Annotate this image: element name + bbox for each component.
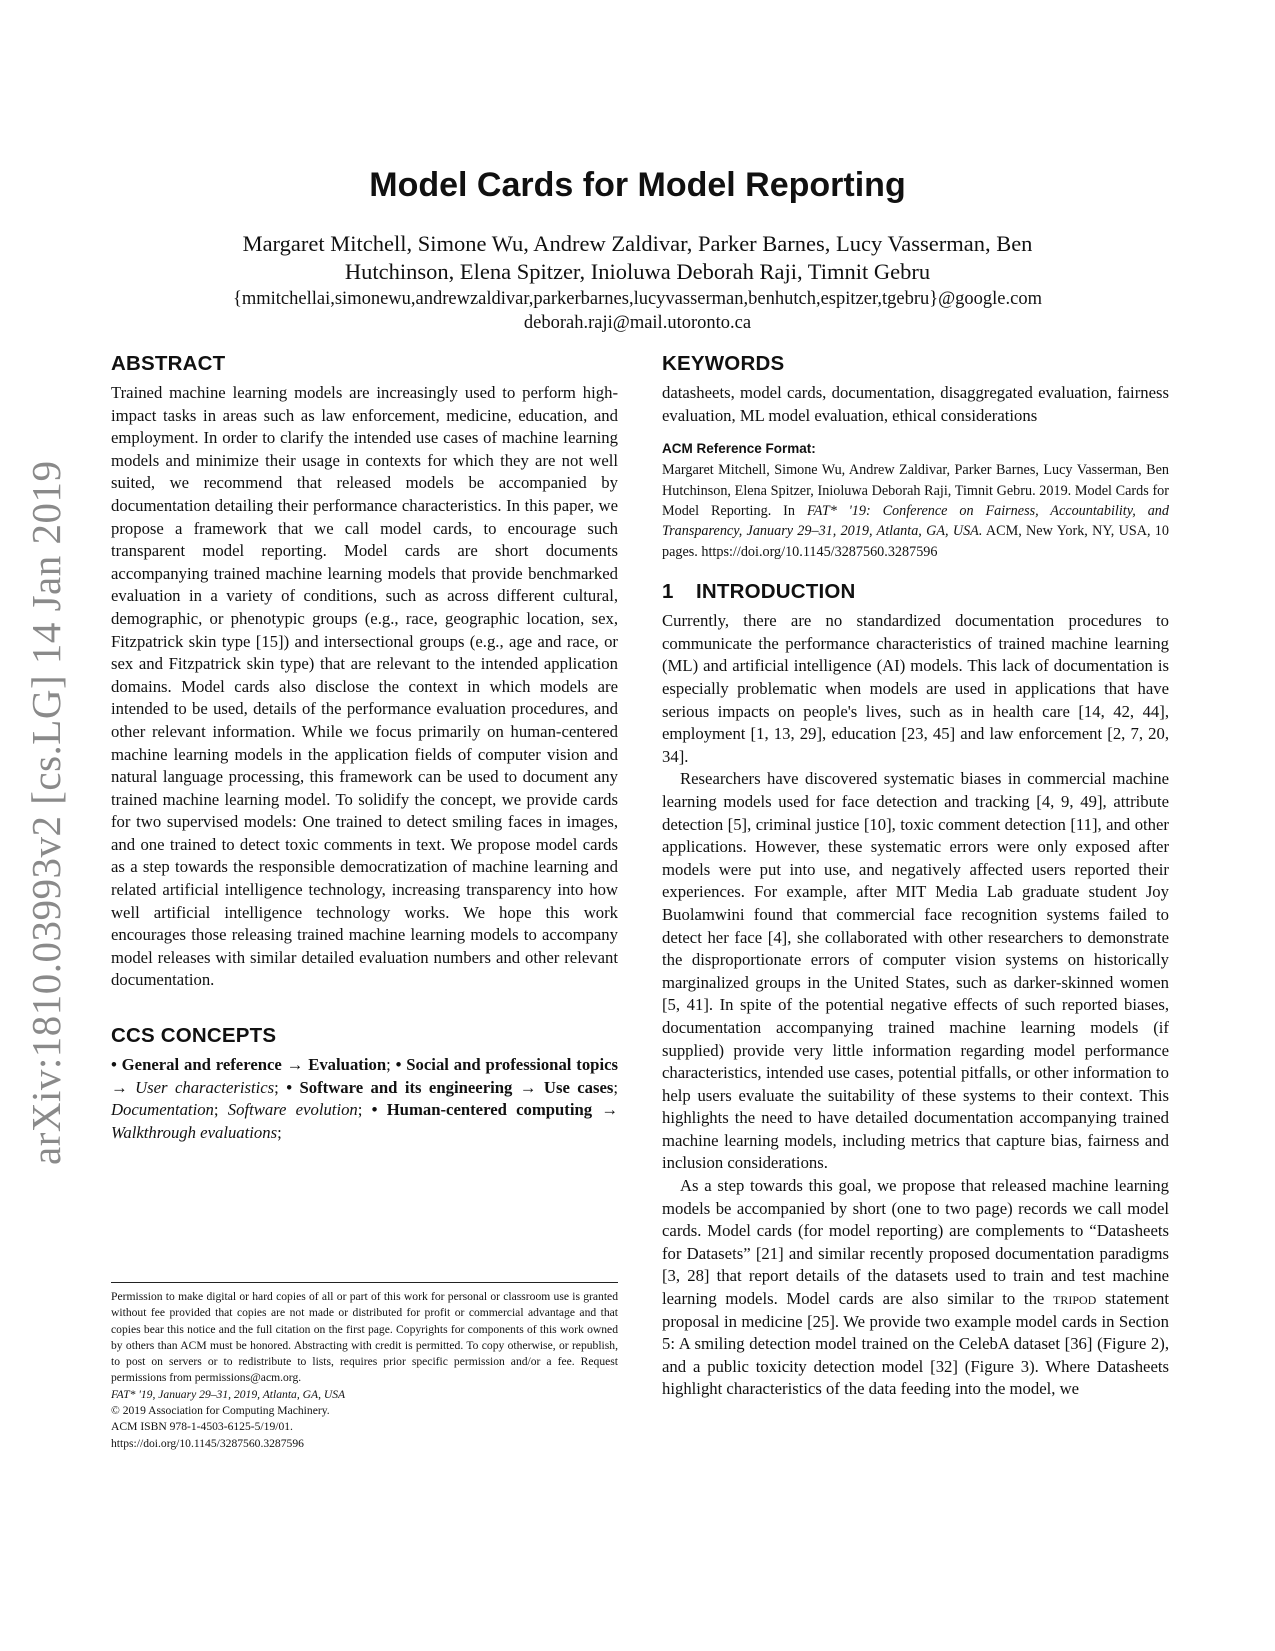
left-column [111,352,618,1144]
ccs-arrow-2: → [111,1077,128,1097]
ccs-sep-1: ; [386,1055,391,1075]
intro-paragraph-2: Researchers have discovered systematic biases in commercial machine learning models used for face detection and tracking [4, 9, 49], attribute detection [5], criminal justice [10], toxic comment detection [11], and other applications. However, these systematic errors were only exposed after models were put into use, and negatively affected users reported their experiences. For example, after MIT Media Lab graduate student Joy Buolamwini found that commercial face recognition systems failed to detect her face [4], she collaborated with other researchers to demonstrate the disproportionate errors of computer vision systems on historically marginalized groups in the United States, such as darker-skinned women [5, 41]. In spite of the potential negative effects of such reported biases, documentation accompanying trained machine learning models (if supplied) provide very little information regarding model performance characteristics, intended use cases, potential pitfalls, or other information to help users evaluate the suitability of these systems to their context. This highlights the need to have detailed documentation accompanying trained machine learning models, including metrics that capture bias, fairness and inclusion considerations. [662,769,1169,1173]
ccs-documentation: Documentation [111,1100,214,1120]
author-emails [140,287,1135,335]
acm-reference-authors: Margaret Mitchell, Simone Wu, Andrew Zaldivar, Parker Barnes, Lucy Vasserman, Ben Hutchinson, Elena Spitzer, Inioluwa Deborah Raji, Timnit Gebru. 2019. Model Cards for Model Reporting. In [662,462,1169,519]
acm-reference-venue: FAT* '19: Conference on Fairness, Accountability, and Transparency, January 29–31, 2019, Atlanta, GA, USA. [662,503,1169,540]
ccs-arrow-4: → [601,1100,619,1120]
copyright-line: © 2019 Association for Computing Machinery. [111,1404,330,1418]
ccs-sep-5: ; [357,1100,363,1120]
ccs-sep-4: ; [213,1100,219,1120]
paper-title: Model Cards for Model Reporting [369,166,906,204]
ccs-concepts-section [111,1024,618,1144]
ccs-use-cases: Use cases [543,1077,614,1097]
intro-paragraph-1: Currently, there are no standardized documentation procedures to communicate the performance characteristics of trained machine learning (ML) and artificial intelligence (AI) models. This lack of documentation is especially problematic when models are used in applications that have serious impacts on people's lives, such as in health care [14, 42, 44], employment [1, 13, 29], education [23, 45] and law enforcement [2, 7, 20, 34]. [662,611,1169,766]
isbn-line: ACM ISBN 978-1-4503-6125-5/19/01. [111,1420,293,1434]
ccs-general: • General and reference [111,1055,282,1075]
author-list [140,230,1135,286]
tripod-term: tripod [1053,1289,1097,1309]
abstract-text: Trained machine learning models are increasingly used to perform high-impact tasks in areas such as law enforcement, medicine, education, and employment. In order to clarify the intended use cases of machine learning models and minimize their usage in contexts for which they are not well suited, we recommend that released models be accompanied by documentation detailing their performance characteristics. In this paper, we propose a framework that we call model cards, to encourage such transparent model reporting. Model cards are short documents accompanying trained machine learning models that provide benchmarked evaluation in a variety of conditions, such as across different cultural, demographic, or phenotypic groups (e.g., race, geographic location, sex, Fitzpatrick skin type [15]) and intersectional groups (e.g., age and race, or sex and Fitzpatrick skin type) that are relevant to the intended application domains. Model cards also disclose the context in which models are intended to be used, details of the performance evaluation procedures, and other relevant information. While we focus primarily on human-centered machine learning models in the application fields of computer vision and natural language processing, this framework can be used to document any trained machine learning model. To solidify the concept, we provide cards for two supervised models: One trained to detect smiling faces in images, and one trained to detect toxic comments in text. We propose model cards as a step towards the responsible democratization of machine learning and related artificial intelligence technology, increasing transparency into how well artificial intelligence technology works. We hope this work encourages those releasing trained machine learning models to accompany model releases with similar detailed evaluation numbers and other relevant documentation. [111,383,618,990]
email-line-2: deborah.raji@mail.utoronto.ca [523,313,752,333]
ccs-arrow-1: → [286,1055,304,1075]
author-line-1: Margaret Mitchell, Simone Wu, Andrew Zaldivar, Parker Barnes, Lucy Vasserman, Ben [242,231,1033,256]
permission-notice: Permission to make digital or hard copies of all or part of this work for personal or classroom use is granted without fee provided that copies are not made or distributed for profit or commercial advantage and that copies bear this notice and the full citation on the first page. Copyrights for components of this work owned by others than ACM must be honored. Abstracting with credit is permitted. To copy otherwise, or republish, to post on servers or to redistribute to lists, requires prior specific permission and/or a fee. Request permissions from permissions@acm.org. [111,1290,618,1385]
arxiv-identifier: arXiv:1810.03993v2 [cs.LG] 14 Jan 2019 [23,460,69,1165]
ccs-heading: CCS CONCEPTS [111,1024,277,1048]
ccs-sep-3: ; [613,1077,619,1097]
author-line-2: Hutchinson, Elena Spitzer, Inioluwa Deborah Raji, Timnit Gebru [344,259,931,284]
acm-reference-text [662,460,1169,562]
ccs-concepts-text [111,1054,618,1144]
ccs-social: • Social and professional topics [395,1055,618,1075]
intro-paragraph-3 [662,1175,1169,1401]
ccs-evaluation: Evaluation [308,1055,387,1075]
acm-reference-heading: ACM Reference Format: [662,441,816,457]
ccs-software: • Software and its engineering [286,1077,513,1097]
introduction-section [662,580,1169,1401]
right-column [662,352,1169,1401]
introduction-heading [662,580,1169,604]
ccs-sep-2: ; [274,1077,279,1097]
acm-reference-section [662,441,1169,562]
ccs-human-centered: • Human-centered computing [371,1100,593,1120]
ccs-software-evolution: Software evolution [227,1100,358,1120]
abstract-section [111,352,618,992]
section-title: INTRODUCTION [696,580,856,604]
ccs-arrow-3: → [519,1077,537,1097]
doi-line: https://doi.org/10.1145/3287560.3287596 [111,1436,304,1450]
acm-reference-publisher: ACM, New York, NY, USA, 10 pages. https://doi.org/10.1145/3287560.3287596 [662,523,1169,560]
ccs-walkthrough: Walkthrough evaluations [111,1122,278,1142]
conference-line: FAT* '19, January 29–31, 2019, Atlanta, GA, USA [111,1387,346,1401]
abstract-heading: ABSTRACT [111,352,226,375]
ccs-sep-6: ; [277,1122,282,1142]
email-line-1: {mmitchellai,simonewu,andrewzaldivar,parkerbarnes,lucyvasserman,benhutch,espitzer,tgebru}@google.com [232,289,1042,309]
ccs-user-characteristics: User characteristics [135,1077,275,1097]
keywords-heading: KEYWORDS [662,352,785,375]
keywords-text: datasheets, model cards, documentation, disaggregated evaluation, fairness evaluation, ML model evaluation, ethical considerations [662,383,1169,425]
intro-p3-end: statement proposal in medicine [25]. We provide two example model cards in Section 5: A smiling detection model trained on the CelebA dataset [36] (Figure 2), and a public toxicity detection model [32] (Figure 3). Where Datasheets highlight characteristics of the data feeding into the model, we [662,1289,1169,1399]
copyright-footnote [111,1282,618,1452]
intro-p3-start: As a step towards this goal, we propose that released machine learning models be accompanied by short (one to two page) records we call model cards. Model cards (for model reporting) are complements to “Datasheets for Datasets” [21] and similar recently proposed documentation paradigms [3, 28] that report details of the datasets used to train and test machine learning models. Model cards are also similar to the [662,1176,1169,1309]
keywords-section [662,352,1169,427]
section-number: 1 [662,580,674,604]
